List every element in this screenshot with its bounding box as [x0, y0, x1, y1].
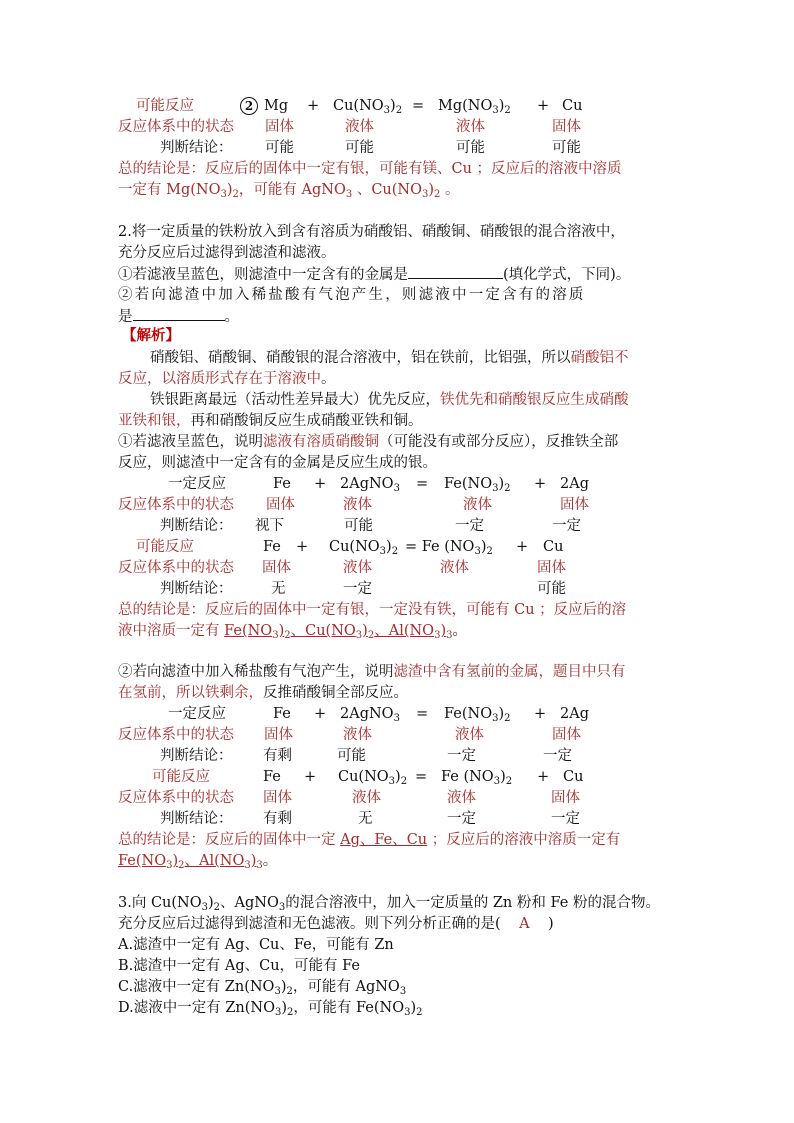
analysis-text: 在氢前，所以铁剩余，反推硝酸铜全部反应。 — [118, 685, 408, 701]
reactant-formula: $Cu(NO_3)_2$ — [329, 539, 399, 557]
state-row-label: 反应体系中的状态 — [118, 790, 234, 806]
product-formula: $Fe(NO_3)_2$ — [444, 706, 511, 724]
judgement-cell: 有剩 — [263, 748, 292, 764]
plus-sign: + — [296, 539, 309, 555]
product: Cu — [543, 539, 564, 555]
judgement-cell: 有剩 — [263, 811, 292, 827]
analysis-text: ②若向滤渣中加入稀盐酸有气泡产生，说明滤渣中含有氢前的金属，题目中只有 — [118, 664, 626, 680]
product: 2Ag — [560, 706, 589, 722]
state-cell: 液体 — [343, 727, 372, 743]
judgement-cell: 无 — [358, 811, 373, 827]
judgement-cell: 一定 — [447, 748, 476, 764]
state-row-label: 反应体系中的状态 — [118, 560, 234, 576]
answer-blank — [133, 306, 225, 321]
judgement-cell: 一定 — [455, 518, 484, 534]
reactant: Fe — [273, 476, 291, 492]
state-cell: 固体 — [262, 560, 291, 576]
product-formula: Fe $(NO_3)_2$ — [441, 769, 513, 787]
product: 2Ag — [560, 476, 589, 492]
state-cell: 固体 — [263, 790, 292, 806]
question-text: 2.将一定质量的铁粉放入到含有溶质为硝酸铝、硝酸铜、硝酸银的混合溶液中， — [118, 224, 625, 240]
judgement-cell: 可能 — [344, 518, 373, 534]
state-cell: 固体 — [552, 727, 581, 743]
judgement-cell: 可能 — [552, 140, 581, 156]
plus-sign: + — [534, 476, 547, 492]
equals-sign: = — [412, 98, 425, 114]
state-cell: 液体 — [463, 497, 492, 513]
state-cell: 固体 — [266, 497, 295, 513]
product-formula: = Fe $(NO_3)_2$ — [405, 539, 493, 557]
state-row-label: 反应体系中的状态 — [118, 119, 234, 135]
equals-sign: = — [415, 769, 428, 785]
judgement-cell: 一定 — [552, 518, 581, 534]
judgement-row-label: 判断结论： — [160, 811, 233, 827]
analysis-text: 铁银距离最远（活动性差异最大）优先反应，铁优先和硝酸银反应生成硝酸 — [150, 392, 629, 408]
state-cell: 液体 — [352, 790, 381, 806]
judgement-cell: 一定 — [447, 811, 476, 827]
option-b: B.滤渣中一定有 Ag、Cu，可能有 Fe — [118, 958, 361, 974]
plus-sign: + — [307, 98, 320, 114]
judgement-cell: 无 — [271, 581, 286, 597]
judgement-row-label: 判断结论： — [160, 581, 233, 597]
judgement-row-label: 判断结论： — [160, 140, 233, 156]
question-text: 是 。 — [118, 306, 239, 327]
reaction-type-label: 一定反应 — [168, 476, 226, 492]
option-d: D.滤液中一定有 $Zn(NO_3)_2$，可能有 $Fe(NO_3)_2$ — [118, 1000, 423, 1018]
analysis-text: 反应，以溶质形式存在于溶液中。 — [118, 371, 336, 387]
conclusion-solutes: $Fe(NO_3)_2$、$Al(NO_3)_3$ — [118, 853, 263, 871]
equals-sign: = — [416, 706, 429, 722]
conclusion-text: 液中溶质一定有 $Fe(NO_3)_2$、$Cu(NO_3)_2$、$Al(NO_3)_3$。 — [118, 623, 467, 641]
answer-blank — [408, 264, 503, 279]
plus-sign: + — [314, 476, 327, 492]
product: Cu — [563, 769, 584, 785]
judgement-cell: 可能 — [537, 581, 566, 597]
reaction-type-label: 可能反应 — [136, 539, 194, 555]
question-text: ②若向滤渣中加入稀盐酸有气泡产生，则滤液中一定含有的溶质 — [118, 287, 586, 303]
state-cell: 液体 — [455, 727, 484, 743]
conclusion-solutes: $Fe(NO_3)_2$、$Cu(NO_3)_2$、$Al(NO_3)_3$ — [224, 623, 453, 641]
reactant: Fe — [263, 539, 281, 555]
conclusion-text: $Fe(NO_3)_2$、$Al(NO_3)_3$。 — [118, 853, 278, 871]
reaction-number: 2 — [240, 96, 258, 116]
judgement-cell: 一定 — [543, 748, 572, 764]
analysis-text: 反应，则滤渣中一定含有的金属是反应生成的银。 — [118, 455, 437, 471]
reaction-type-label: 可能反应 — [152, 769, 210, 785]
plus-sign: + — [516, 539, 529, 555]
analysis-text: 亚铁和银，再和硝酸铜反应生成硝酸亚铁和铜。 — [118, 413, 423, 429]
question-text: 充分反应后过滤得到滤渣和无色滤液。则下列分析正确的是( A ) — [118, 916, 554, 932]
reactant: Fe — [273, 706, 291, 722]
state-cell: 液体 — [345, 119, 374, 135]
judgement-row-label: 判断结论： — [160, 518, 233, 534]
state-cell: 固体 — [552, 119, 581, 135]
state-row-label: 反应体系中的状态 — [118, 497, 234, 513]
analysis-text: ①若滤液呈蓝色，说明滤液有溶质硝酸铜（可能没有或部分反应），反推铁全部 — [118, 434, 619, 450]
state-cell: 固体 — [537, 560, 566, 576]
judgement-cell: 一定 — [343, 581, 372, 597]
reactant-formula: 2AgNO$_3$ — [340, 706, 400, 724]
conclusion-text: 总的结论是：反应后的固体中一定有银，可能有镁、Cu ；反应后的溶液中溶质 — [118, 161, 622, 177]
judgement-row-label: 判断结论： — [160, 748, 233, 764]
question-text: ①若滤液呈蓝色，则滤渣中一定含有的金属是 (填化学式，下同)。 — [118, 264, 630, 285]
state-cell: 液体 — [343, 560, 372, 576]
option-a: A.滤渣中一定有 Ag、Cu、Fe，可能有 Zn — [118, 937, 394, 953]
state-cell: 液体 — [343, 497, 372, 513]
equals-sign: = — [416, 476, 429, 492]
product: Cu — [562, 98, 583, 114]
state-row-label: 反应体系中的状态 — [118, 727, 234, 743]
state-cell: 液体 — [456, 119, 485, 135]
question-text: 3.向 $Cu(NO_3)_2$、AgNO$_3$的混合溶液中，加入一定质量的 Zn 粉和 Fe 粉的混合物。 — [118, 895, 660, 913]
plus-sign: + — [304, 769, 317, 785]
conclusion-text: 总的结论是：反应后的固体中一定有银，一定没有铁，可能有 Cu ；反应后的溶 — [118, 602, 627, 618]
product-formula: $Mg(NO_3)_2$ — [438, 98, 511, 116]
reactant: Mg — [264, 98, 289, 114]
conclusion-text: 一定有 $Mg(NO_3)_2$，可能有 AgNO$_3$ 、$Cu(NO_3)_2$ 。 — [118, 182, 460, 200]
reactant-formula: $Cu(NO_3)_2$ — [333, 98, 403, 116]
plus-sign: + — [537, 769, 550, 785]
analysis-text: 硝酸铝、硝酸铜、硝酸银的混合溶液中，铝在铁前，比铝强，所以硝酸铝不 — [150, 350, 629, 366]
plus-sign: + — [314, 706, 327, 722]
state-cell: 液体 — [447, 790, 476, 806]
judgement-cell: 可能 — [337, 748, 366, 764]
question-text: 充分反应后过滤得到滤渣和滤液。 — [118, 245, 336, 261]
reactant: Fe — [263, 769, 281, 785]
state-cell: 固体 — [264, 727, 293, 743]
judgement-cell: 可能 — [265, 140, 294, 156]
answer-choice: A — [519, 916, 530, 932]
judgement-cell: 可能 — [456, 140, 485, 156]
state-cell: 液体 — [440, 560, 469, 576]
analysis-tag: 【解析】 — [122, 327, 180, 344]
state-cell: 固体 — [265, 119, 294, 135]
reactant-formula: $Cu(NO_3)_2$ — [338, 769, 408, 787]
judgement-cell: 可能 — [345, 140, 374, 156]
reaction-type-label: 一定反应 — [168, 706, 226, 722]
judgement-cell: 一定 — [551, 811, 580, 827]
conclusion-text: 总的结论是：反应后的固体中一定 Ag、Fe、Cu ；反应后的溶液中溶质一定有 — [118, 832, 621, 848]
reaction-type-label: 可能反应 — [136, 98, 194, 114]
plus-sign: + — [534, 706, 547, 722]
option-c: C.滤液中一定有 $Zn(NO_3)_2$，可能有 AgNO$_3$ — [118, 979, 407, 997]
product-formula: $Fe(NO_3)_2$ — [444, 476, 511, 494]
plus-sign: + — [537, 98, 550, 114]
judgement-cell: 视下 — [255, 518, 284, 534]
state-cell: 固体 — [551, 790, 580, 806]
state-cell: 固体 — [560, 497, 589, 513]
reactant-formula: 2AgNO$_3$ — [340, 476, 400, 494]
